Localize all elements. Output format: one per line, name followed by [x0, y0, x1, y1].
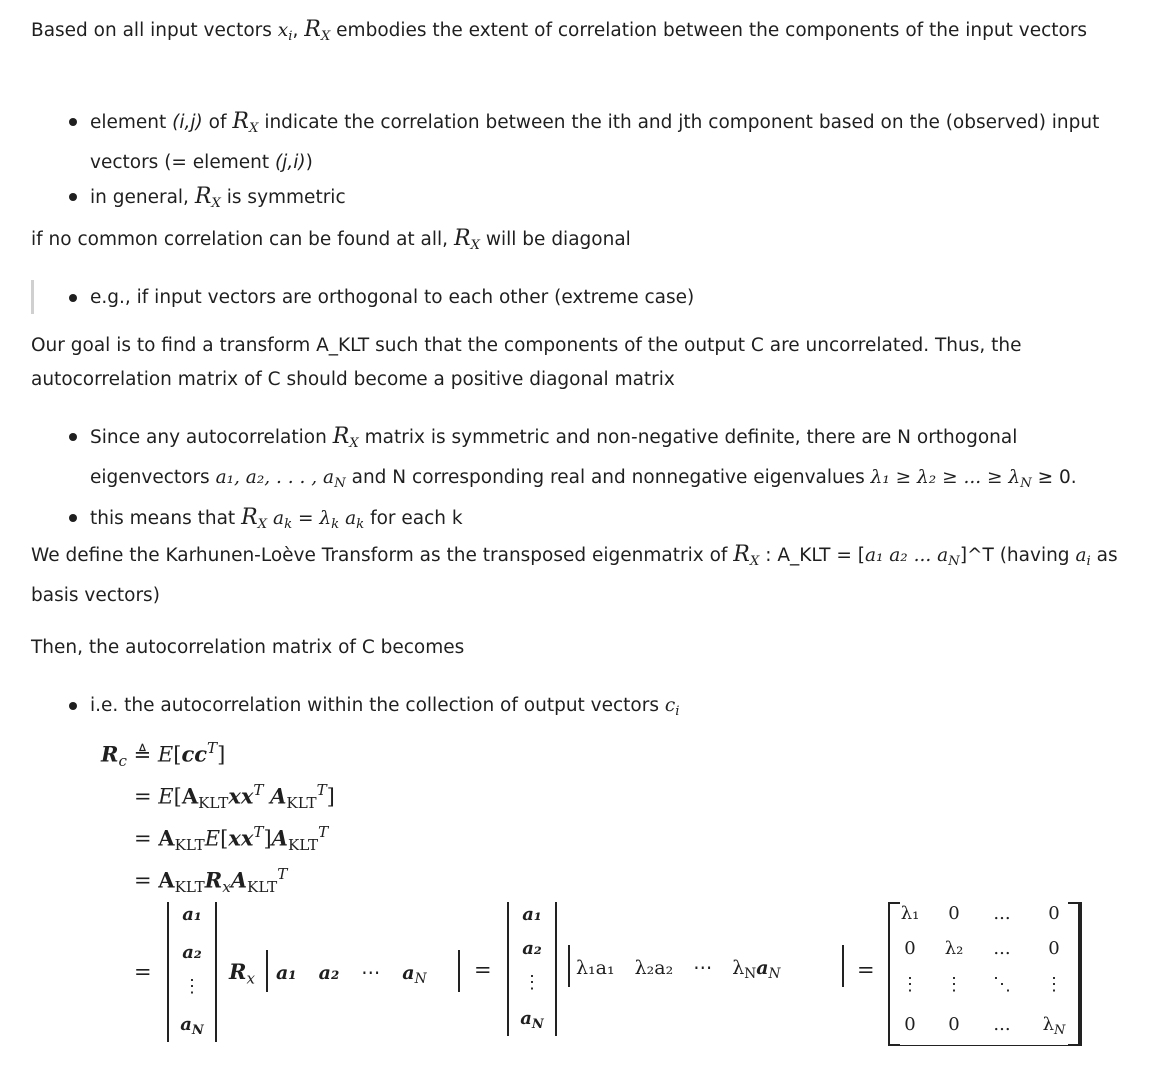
- matrix-cell: ...: [993, 1014, 1011, 1035]
- bullet-list-eigen: [90, 420, 1130, 542]
- equation-line-1: $R_c$ ≜ $E[cc^T]$: [101, 739, 226, 770]
- rx-symbol: $R_x$: [229, 959, 255, 988]
- equation-line-3: = $A_{KLT}E[xx^T]A_{KLT}^T$: [134, 823, 329, 854]
- matrix-cell: 0: [948, 903, 960, 924]
- row-vector-a-entries: a₁ a₂ ⋯ $a_N$: [276, 962, 427, 988]
- blockquote: [31, 280, 34, 314]
- paragraph-goal: Our goal is to find a transform A_KLT such that the components of the output C are uncorrelated. Thus, the autocorrelation matrix of C should become a positive diagonal matrix: [31, 335, 1022, 390]
- matrix-cell: λ₂: [944, 938, 964, 959]
- equation-line-4: = $A_{KLT}R_xA_{KLT}^T$: [134, 865, 288, 896]
- equals-sign: =: [857, 958, 875, 982]
- list-item: in general, $R_X$ is symmetric: [90, 180, 1130, 221]
- matrix-cell: 0: [1048, 938, 1060, 959]
- matrix-cell: 0: [1048, 903, 1060, 924]
- paragraph-klt-definition: We define the Karhunen-Loève Transform as the transposed eigenmatrix of $R_X$ : A_KLT = [a₁ a₂ ... $a_N]\^{}T$ (having $a_i$ as basis vectors): [31, 542, 1118, 606]
- matrix-cell: $\lambda_N$: [1042, 1014, 1066, 1038]
- blockquote-list: [90, 281, 1130, 315]
- column-vector-a: a₁ a₂ ⋮ $a_N$: [507, 902, 557, 1036]
- list-item: Since any autocorrelation $R_X$ matrix is symmetric and non-negative definite, there are N orthogonal eigenvectors a₁, a₂, . . . , $a_N$ and N corresponding real and nonnegative eigenvalues λ₁ ≥ λ₂ ≥ ... ≥ $\lambda_N \ge 0$.: [90, 420, 1130, 501]
- list-item: element (i,j) of $R_X$ indicate the correlation between the ith and jth component based on the (observed) input vectors (= element (j,i)): [90, 105, 1130, 180]
- paragraph-diagonal: if no common correlation can be found at all, $R_X$ will be diagonal: [31, 226, 631, 253]
- matrix-cell: 0: [904, 938, 916, 959]
- paragraph-input-vectors: Based on all input vectors $x_i$, $R_X$ embodies the extent of correlation between the components of the input vectors: [31, 17, 1088, 44]
- matrix-cell: ...: [993, 903, 1011, 924]
- matrix-cell: ⋱: [993, 974, 1011, 995]
- matrix-cell: 0: [948, 1014, 960, 1035]
- matrix-cell: 0: [904, 1014, 916, 1035]
- row-vector-lambda-a-entries: λ₁a₁ λ₂a₂ ⋯ $\lambda_Na_N$: [576, 957, 781, 983]
- paragraph-autocorrelation-c: Then, the autocorrelation matrix of C becomes: [31, 637, 465, 658]
- list-item: e.g., if input vectors are orthogonal to each other (extreme case): [90, 281, 1130, 315]
- equation-line-2: = $E[A_{KLT}xx^T$ $A_{KLT}^T$]: [134, 781, 335, 812]
- list-item: this means that $R_X$ $a_k = \lambda_k$ $a_k$ for each k: [90, 501, 1130, 542]
- bullet-list-output-vectors: [90, 689, 1130, 729]
- matrix-cell: ...: [993, 938, 1011, 959]
- equals-sign: =: [134, 960, 152, 984]
- matrix-cell: λ₁: [900, 903, 920, 924]
- list-item: i.e. the autocorrelation within the collection of output vectors $c_i$: [90, 689, 1130, 729]
- equals-sign: =: [474, 958, 492, 982]
- matrix-cell: ⋮: [945, 974, 963, 995]
- bullet-list-rx-properties: [90, 105, 1130, 221]
- column-vector-a: a₁ a₂ ⋮ $a_N$: [167, 902, 217, 1042]
- matrix-cell: ⋮: [901, 974, 919, 995]
- matrix-cell: ⋮: [1045, 974, 1063, 995]
